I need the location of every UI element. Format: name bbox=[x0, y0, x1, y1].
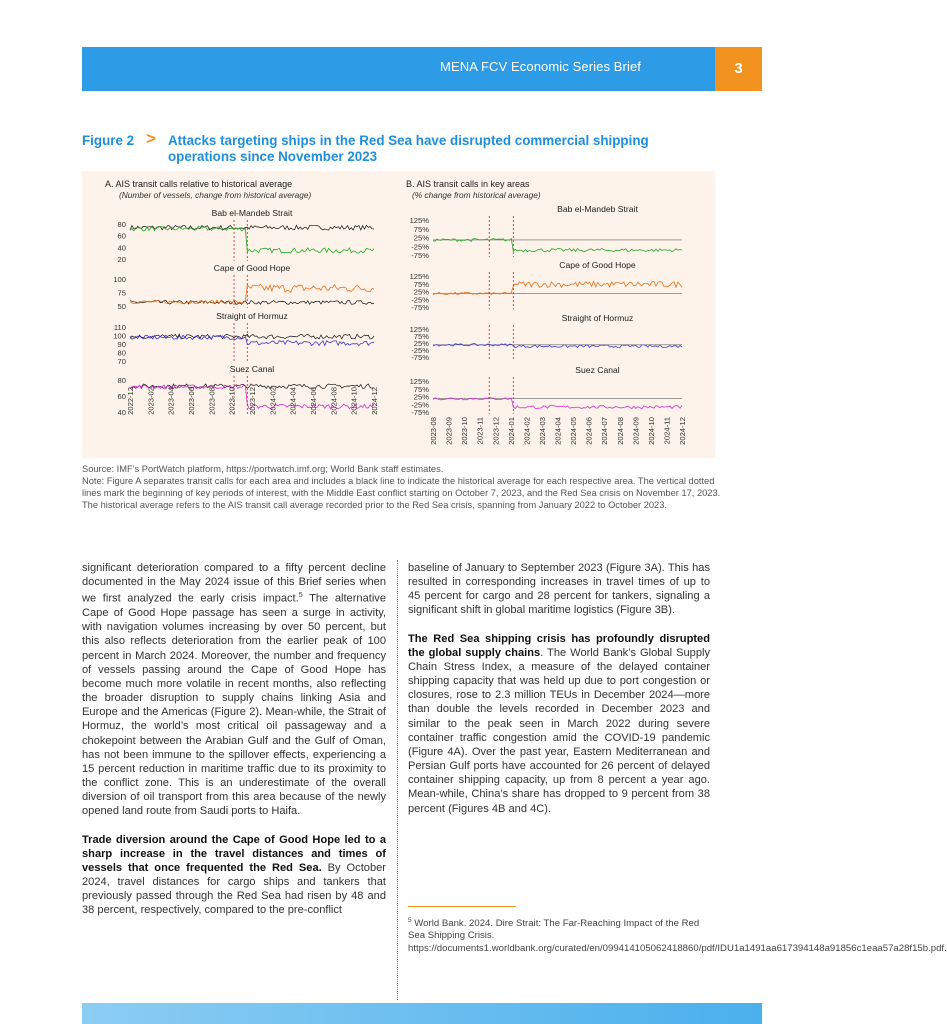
y-tick-label: -25% bbox=[411, 400, 429, 410]
x-tick-label: 2023-08 bbox=[429, 417, 438, 445]
y-tick-label: 125% bbox=[409, 325, 429, 334]
subplot-title: Cape of Good Hope bbox=[213, 263, 291, 273]
series-line-bab-el-mandeb-strait bbox=[130, 227, 374, 253]
subplot-title: Bab el-Mandeb Strait bbox=[557, 204, 638, 214]
subplot-title: Straight of Hormuz bbox=[561, 313, 634, 323]
x-tick-label: 2024-04 bbox=[553, 417, 563, 445]
y-tick-label: 100 bbox=[113, 275, 126, 284]
paragraph bbox=[408, 632, 710, 816]
paragraph-text: significant deterioration compared to a fifty percent decline documented in the May 2024 issue of this Brief series when we first analyzed the early crisis impact. bbox=[82, 562, 386, 605]
subplot-title: Cape of Good Hope bbox=[559, 260, 636, 270]
paragraph: baseline of January to September 2023 (Figure 3A). This has resulted in corresponding increases in travel times of up to 45 percent for cargo and 28 percent for tankers, signaling a significant shift in global maritime logistics (Figure 3B). bbox=[408, 562, 710, 617]
y-tick-label: 75 bbox=[117, 288, 126, 298]
header-bar bbox=[82, 47, 715, 91]
x-tick-label: 2024-12 bbox=[678, 417, 687, 445]
y-tick-label: 125% bbox=[409, 377, 429, 386]
note-text: Note: Figure A separates transit calls for each area and includes a black line to indicate the historical average for each respective area. The vertical dotted lines mark the beginning of key periods of interest, with the Middle East conflict starting on October 7, 2023, and the Red Sea crisis on November 17, 2023. The historical average refers to the AIS transit call average recorded prior to the Red Sea crisis, spanning from January 2022 to October 2023. bbox=[82, 476, 721, 510]
x-tick-label: 2023-04 bbox=[166, 387, 176, 415]
y-tick-label: 25% bbox=[413, 287, 429, 297]
x-tick-label: 2023-08 bbox=[207, 387, 217, 415]
y-tick-label: 80 bbox=[117, 220, 126, 229]
y-tick-label: -25% bbox=[411, 295, 429, 305]
x-tick-label: 2023-11 bbox=[475, 417, 485, 445]
footer-bar bbox=[82, 1003, 762, 1024]
x-tick-label: 2024-02 bbox=[522, 417, 532, 445]
x-tick-label: 2024-10 bbox=[349, 387, 359, 415]
figure-source-notes bbox=[82, 463, 722, 511]
y-tick-label: 75% bbox=[413, 384, 429, 394]
x-tick-label: 2024-07 bbox=[600, 417, 610, 445]
x-tick-label: 2023-10 bbox=[460, 417, 470, 445]
y-tick-label: 70 bbox=[117, 357, 126, 366]
y-tick-label: 20 bbox=[117, 255, 126, 264]
y-tick-label: 110 bbox=[113, 323, 126, 332]
panel-b-subtitle: (% change from historical average) bbox=[412, 190, 541, 200]
y-tick-label: 80 bbox=[117, 348, 126, 358]
column-divider bbox=[397, 560, 398, 1000]
x-tick-label: 2024-06 bbox=[309, 387, 318, 415]
series-line-suez-canal bbox=[433, 397, 682, 408]
header-title: MENA FCV Economic Series Brief bbox=[440, 59, 641, 74]
x-tick-label: 2024-06 bbox=[584, 417, 594, 445]
figure-label: Figure 2 bbox=[82, 133, 135, 148]
subplot-title: Suez Canal bbox=[229, 364, 275, 374]
x-tick-label: 2024-05 bbox=[569, 417, 579, 445]
footnote-ref[interactable]: 5 bbox=[298, 592, 303, 600]
footnote-rule bbox=[408, 906, 516, 907]
baseline-series-line bbox=[130, 301, 374, 305]
series-line-cape-of-good-hope bbox=[433, 281, 682, 294]
y-tick-label: -75% bbox=[411, 251, 429, 260]
x-tick-label: 2024-12 bbox=[370, 387, 379, 415]
y-tick-label: 25% bbox=[413, 233, 429, 243]
x-tick-label: 2024-09 bbox=[631, 417, 641, 445]
source-line: Source: IMF’s PortWatch platform, https://portwatch.imf.org; World Bank staff estimates. bbox=[82, 464, 444, 474]
x-tick-label: 2022-12 bbox=[126, 387, 135, 415]
figure-chart-area bbox=[82, 171, 715, 458]
paragraph bbox=[82, 561, 386, 819]
y-tick-label: 90 bbox=[117, 340, 126, 349]
paragraph-text: By October 2024, travel distances for cargo ships and tankers that previously passed through the Red Sea had risen by 48 and 38 percent, respectively, compared to the pre-conflict bbox=[82, 861, 386, 917]
subplot-title: Suez Canal bbox=[575, 365, 620, 375]
y-tick-label: 60 bbox=[117, 231, 126, 241]
x-tick-label: 2023-12 bbox=[248, 387, 257, 415]
footnote-text[interactable]: World Bank. 2024. Dire Strait: The Far-Reaching Impact of the Red Sea Shipping Crisis. https://documents1.worldbank.org/curated/en/099414105062418860/pdf/IDU1a1491aa617394148a91856c1eaa57a28f15b.pdf. bbox=[408, 918, 947, 954]
paragraph-lead: Trade diversion around the Cape of Good Hope led to a sharp increase in the travel distances and times of vessels that once frequented the Red Sea. bbox=[82, 833, 386, 874]
y-tick-label: 125% bbox=[409, 272, 429, 281]
y-tick-label: 100 bbox=[113, 331, 126, 341]
y-tick-label: 40 bbox=[117, 408, 126, 417]
paragraph-text: . The World Bank’s Global Supply Chain Stress Index, a measure of the delayed container shipping capacity that was held up due to port congestion or closures, rose to 2.3 million TEUs in December 2024—more than double the levels recorded in December 2023 and similar to the peak seen in March 2022 during severe container traffic congestion amid the COVID-19 pandemic (Figure 4A). Over the past year, Eastern Mediterranean and Persian Gulf ports have accounted for 26 percent of delayed container shipping capacity, up from 8 percent a year ago. Mean-while, China’s share has dropped to 9 percent from 38 percent (Figures 4B and 4C). bbox=[408, 646, 711, 815]
y-tick-label: -75% bbox=[411, 408, 429, 417]
x-tick-label: 2024-03 bbox=[537, 417, 547, 445]
page-number: 3 bbox=[715, 47, 762, 91]
footnote-number: 5 bbox=[408, 917, 412, 924]
y-tick-label: 80 bbox=[117, 376, 126, 385]
x-tick-label: 2024-08 bbox=[615, 417, 625, 445]
paragraph-text: The alternative Cape of Good Hope passage has seen a surge in activity, with navigation volumes increasing by over 50 percent, but this also reflects deterioration from the earlier peak of 100 percent in March 2024. Moreover, the number and frequency of vessels passing around the Cape of Good Hope has become much more volatile in recent months, also reflecting the broader disruption to supply chains linking Asia and Europe and the Americas (Figure 2). Mean-while, the Strait of Hormuz, the world’s most critical oil passageway and a chokepoint between the Arabian Gulf and the Gulf of Oman, has not been immune to the spillover effects, experiencing a 15 percent reduction in maritime traffic due to its proximity to the conflict zone. This is an underestimate of the overall diversion of oil transport from this area because of the newly opened land route from Saudi ports to Haifa. bbox=[82, 593, 386, 818]
panel-a-subtitle: (Number of vessels, change from historical average) bbox=[119, 190, 312, 200]
y-tick-label: 40 bbox=[117, 243, 126, 253]
y-tick-label: 50 bbox=[117, 302, 126, 311]
y-tick-label: 75% bbox=[413, 279, 429, 289]
paragraph-lead: The Red Sea shipping crisis has profoundly disrupted the global supply chains bbox=[408, 632, 710, 659]
subplot-title: Straight of Hormuz bbox=[216, 311, 288, 321]
x-tick-label: 2024-02 bbox=[268, 387, 278, 415]
x-tick-label: 2024-08 bbox=[329, 387, 339, 415]
subplot-title: Bab el-Mandeb Strait bbox=[211, 208, 293, 218]
y-tick-label: 75% bbox=[413, 332, 429, 341]
x-tick-label: 2024-04 bbox=[288, 387, 298, 415]
footnote bbox=[408, 915, 947, 955]
y-tick-label: 125% bbox=[409, 216, 429, 225]
x-tick-label: 2023-09 bbox=[444, 417, 454, 445]
x-tick-label: 2023-10 bbox=[227, 387, 237, 415]
left-column bbox=[82, 561, 386, 931]
y-tick-label: -75% bbox=[411, 353, 429, 362]
right-column bbox=[408, 561, 710, 830]
x-tick-label: 2023-02 bbox=[146, 387, 156, 415]
y-tick-label: -25% bbox=[411, 242, 429, 252]
series-line-bab-el-mandeb-strait bbox=[433, 239, 682, 252]
x-tick-label: 2023-12 bbox=[491, 417, 501, 445]
series-line-straight-of-hormuz bbox=[433, 344, 682, 348]
x-tick-label: 2024-11 bbox=[662, 417, 672, 445]
panel-a-title: A. AIS transit calls relative to historical average bbox=[105, 179, 293, 189]
paragraph bbox=[82, 833, 386, 918]
y-tick-label: -75% bbox=[411, 303, 429, 312]
x-tick-label: 2024-01 bbox=[506, 417, 516, 445]
x-tick-label: 2024-10 bbox=[646, 417, 656, 445]
y-tick-label: 75% bbox=[413, 224, 429, 234]
y-tick-label: 25% bbox=[413, 339, 429, 348]
chevron-right-icon: > bbox=[146, 129, 156, 148]
x-tick-label: 2023-06 bbox=[187, 387, 196, 415]
chart-svg bbox=[82, 171, 715, 458]
y-tick-label: 25% bbox=[413, 392, 429, 402]
y-tick-label: 60 bbox=[117, 392, 126, 401]
y-tick-label: -25% bbox=[411, 346, 429, 355]
panel-b-title: B. AIS transit calls in key areas bbox=[406, 179, 530, 189]
figure-title: Attacks targeting ships in the Red Sea have disrupted commercial shipping operations since November 2023 bbox=[168, 133, 649, 164]
